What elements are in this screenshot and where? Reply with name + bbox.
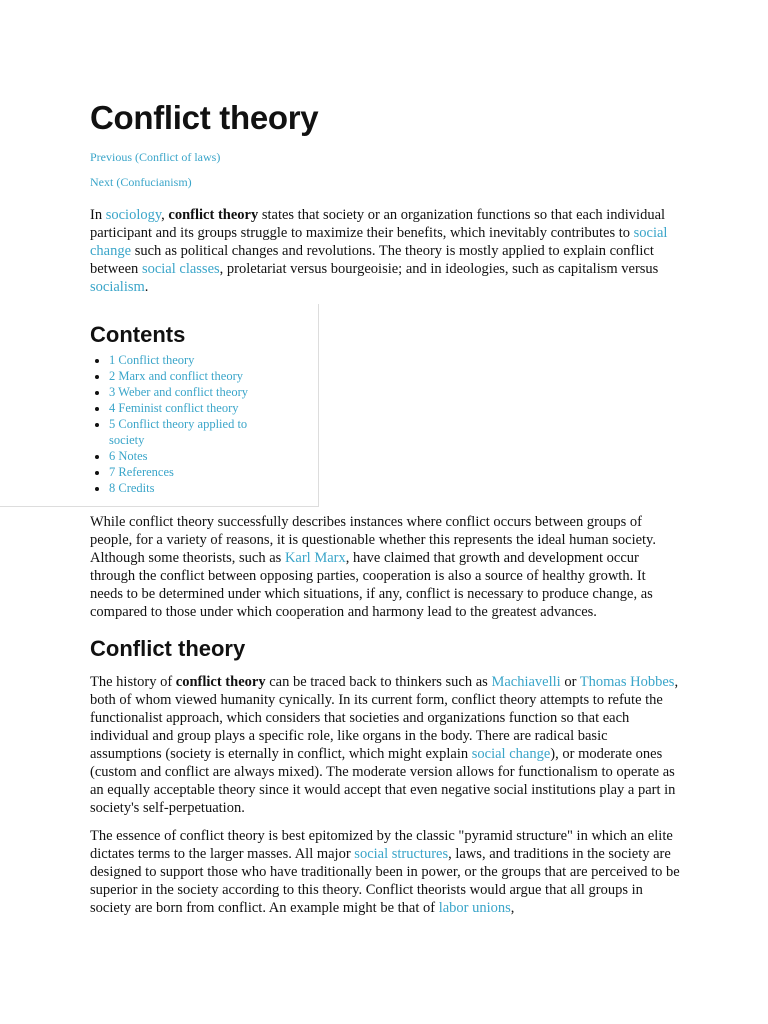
link-machiavelli[interactable]: Machiavelli: [491, 674, 561, 690]
section-paragraph-1: [90, 673, 680, 817]
text: ), or moderate ones (custom and conflict are always mixed). The moderate version allows for functionalism to operate as an equally acceptable theory since it would accept that even negative social institutions play a part in society's self-perpetuation.: [90, 746, 676, 816]
toc-item[interactable]: • 3 Weber and conflict theory: [109, 384, 318, 400]
link-thomas-hobbes[interactable]: Thomas Hobbes: [579, 674, 675, 690]
section-paragraph-2: [90, 827, 680, 917]
text: While conflict theory successfully describes instances where conflict occurs between groups of people, for a variety of reasons, it is questionable whether this represents the ideal human society. Although some theorists, such as: [90, 514, 656, 566]
text: In: [90, 207, 106, 223]
text: .: [144, 279, 149, 295]
text: , both of whom viewed humanity cynically. In its current form, conflict theory attempts to refute the functionalist approach, which considers that societies and organizations function so that each individual and group plays a specific role, like organs in the body. There are radical basic assumptions (society is eternally in conflict, which might explain: [90, 674, 679, 762]
text: , laws, and traditions in the society are designed to support those who have traditionally been in power, or the groups that are perceived to be superior in the society according to this theory. Conflict theorists would argue that all groups in society are born from conflict. An example might be that of: [90, 846, 680, 916]
text: states that society or an organization functions so that each individual participant and its groups struggle to maximize their benefits, which inevitably contributes to: [90, 207, 666, 241]
toc-item[interactable]: • 5 Conflict theory applied to society: [109, 416, 279, 448]
contents-list: [90, 352, 318, 496]
toc-item[interactable]: • 7 References: [109, 464, 318, 480]
link-social-structures[interactable]: social structures: [354, 846, 449, 862]
previous-link[interactable]: Previous (Conflict of laws): [90, 150, 221, 164]
bold-term: conflict theory: [175, 674, 266, 690]
text: , proletariat versus bourgeoisie; and in ideologies, such as capitalism versus: [219, 261, 659, 277]
text: ,: [161, 207, 169, 223]
nav-next: [90, 175, 680, 190]
text: , have claimed that growth and development occur through the conflict between opposing parties, cooperation is also a source of healthy growth. It needs to be determined under which situations, if any, conflict is necessary to produce change, as compared to those under which cooperation and harmony lead to the greatest advances.: [90, 550, 653, 620]
text: The history of: [90, 674, 176, 690]
toc-item[interactable]: • 2 Marx and conflict theory: [109, 368, 318, 384]
link-social-change[interactable]: social change: [90, 225, 668, 259]
link-socialism[interactable]: socialism: [90, 279, 145, 295]
text: can be traced back to thinkers such as: [265, 674, 492, 690]
link-social-change[interactable]: social change: [471, 746, 551, 762]
page-title: Conflict theory: [90, 99, 319, 136]
toc-item[interactable]: • 8 Credits: [109, 480, 318, 496]
link-sociology[interactable]: sociology: [105, 207, 162, 223]
text: such as political changes and revolutions. The theory is mostly applied to explain conflict between: [90, 243, 654, 277]
toc-item[interactable]: • 1 Conflict theory: [109, 352, 318, 368]
bold-term: conflict theory: [168, 207, 259, 223]
contents-heading: Contents: [90, 322, 186, 347]
nav-previous: [90, 150, 680, 165]
section-heading-conflict-theory: Conflict theory: [90, 636, 246, 661]
next-link[interactable]: Next (Confucianism): [90, 175, 192, 189]
link-labor-unions[interactable]: labor unions: [438, 900, 511, 916]
link-social-classes[interactable]: social classes: [141, 261, 220, 277]
paragraph-2: [90, 513, 680, 621]
toc-item[interactable]: • 6 Notes: [109, 448, 318, 464]
table-of-contents: [0, 304, 319, 507]
text: The essence of conflict theory is best epitomized by the classic "pyramid structure" in which an elite dictates terms to the larger masses. All major: [90, 828, 673, 862]
intro-paragraph: [90, 206, 680, 296]
article-body: [90, 96, 680, 917]
link-karl-marx[interactable]: Karl Marx: [284, 550, 346, 566]
text: or: [560, 674, 580, 690]
text: ,: [510, 900, 515, 916]
toc-item[interactable]: • 4 Feminist conflict theory: [109, 400, 318, 416]
